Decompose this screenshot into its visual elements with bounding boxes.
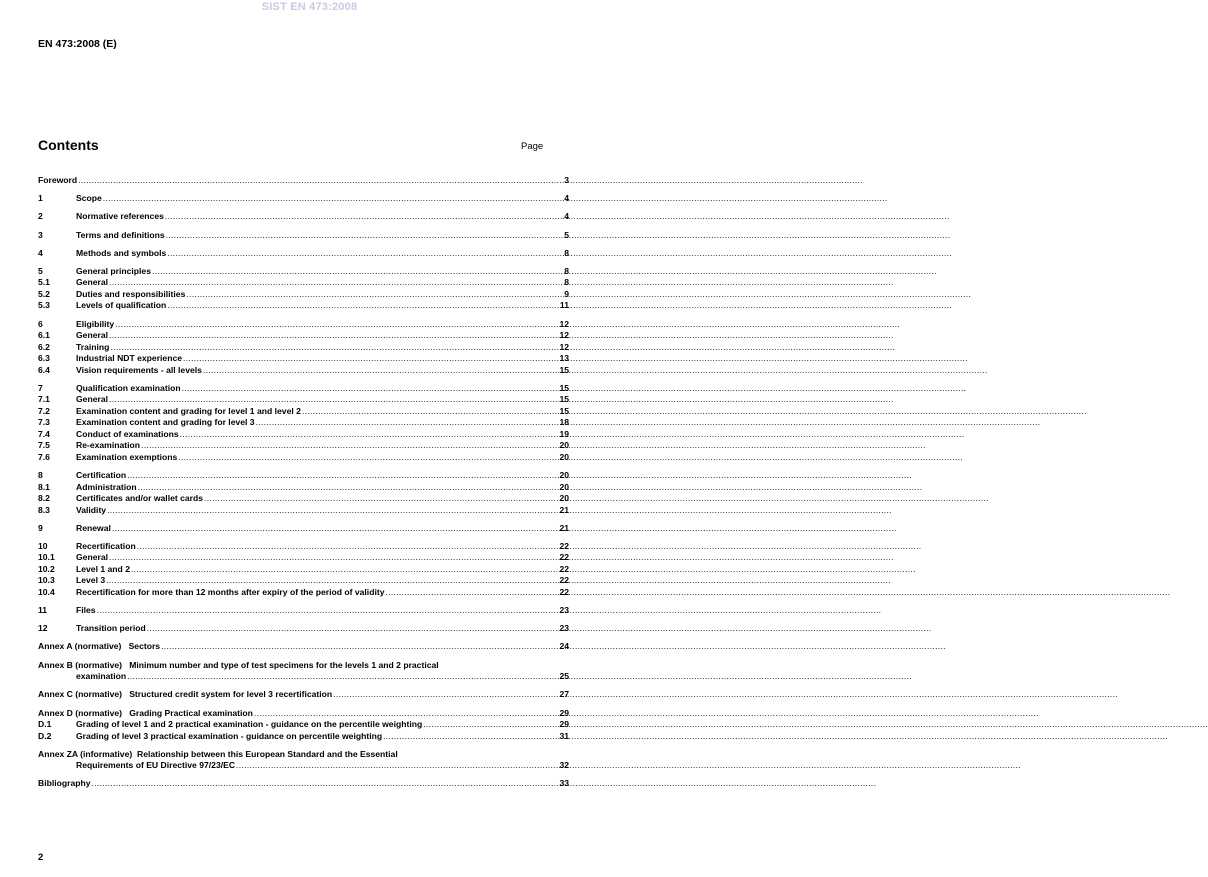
- dot-leader: [256, 417, 559, 429]
- toc-entry-number: 7.2: [38, 405, 50, 416]
- toc-entry-title: Examination content and grading for level 1 and level 2: [76, 405, 301, 416]
- dot-leader: [178, 452, 558, 464]
- toc-entry-title: Annex C (normative) Structured credit system for level 3 recertification: [38, 689, 333, 700]
- dot-leader: [147, 623, 559, 635]
- toc-entry-page: 21: [559, 522, 569, 533]
- toc-entry-title: Certification: [76, 470, 127, 480]
- toc-entry-page: 15: [559, 364, 569, 375]
- toc-entry[interactable]: [38, 505, 569, 517]
- dot-leader: [383, 731, 558, 743]
- toc-entry-page: 20: [559, 440, 569, 451]
- toc-entry-page: 8: [564, 265, 569, 276]
- toc-entry-page: 22: [559, 540, 569, 551]
- dot-leader: [180, 429, 559, 441]
- dot-leader: [183, 353, 558, 365]
- toc-entry[interactable]: [38, 175, 569, 187]
- toc-entry-title: Industrial NDT experience: [76, 353, 183, 364]
- toc-entry[interactable]: [38, 342, 569, 354]
- toc-entry-number: 9: [38, 522, 43, 533]
- toc-entry-title: Duties and responsibilities: [76, 288, 186, 299]
- toc-entry-number: 5: [38, 265, 43, 276]
- toc-entry-title: Administration: [76, 481, 137, 492]
- toc-entry-number: 7.1: [38, 394, 50, 405]
- dot-leader: [333, 689, 558, 701]
- toc-entry-annex-za-continued[interactable]: [38, 760, 569, 772]
- toc-entry-number: 10.1: [38, 552, 55, 563]
- toc-entry-annex-a[interactable]: [38, 641, 569, 653]
- toc-entry[interactable]: [38, 266, 569, 278]
- page-number: 2: [38, 852, 44, 863]
- toc-entry-title: Conduct of examinations: [76, 428, 179, 439]
- toc-clause-list: [38, 175, 569, 635]
- toc-entry-title: Scope: [76, 193, 102, 204]
- toc-entry-number: 8.2: [38, 493, 50, 503]
- toc-entry-page: 33: [559, 778, 569, 789]
- toc-entry-title: Examination exemptions: [76, 451, 178, 462]
- toc-entry-number: 8.3: [38, 504, 50, 515]
- toc-entry-title: Annex A (normative) Sectors: [38, 641, 161, 652]
- toc-entry-page: 5: [564, 229, 569, 240]
- toc-entry-d2[interactable]: [38, 731, 569, 743]
- toc-entry-annex-c[interactable]: [38, 689, 569, 701]
- toc-entry-annex-d[interactable]: [38, 708, 569, 720]
- dot-leader: [138, 482, 559, 494]
- dot-leader: [97, 605, 559, 617]
- toc-entry[interactable]: [38, 429, 569, 441]
- dot-leader: [182, 383, 559, 395]
- toc-entry[interactable]: [38, 552, 569, 564]
- toc-entry-title: Grading of level 3 practical examination - guidance on percentile weighting: [76, 730, 383, 741]
- dot-leader: [302, 406, 559, 418]
- toc-entry-title-continued: examination: [76, 671, 127, 682]
- toc-entry-title: Grading of level 1 and 2 practical examination - guidance on the percentile weighting: [76, 719, 423, 729]
- toc-entry-number: 6.3: [38, 353, 50, 364]
- toc-entry-title: General principles: [76, 265, 151, 276]
- toc-entry-page: 31: [559, 730, 569, 741]
- toc-entry-title: Files: [76, 605, 96, 616]
- dot-leader: [109, 277, 563, 289]
- dot-leader: [131, 564, 558, 576]
- dot-leader: [127, 470, 558, 482]
- dot-leader: [254, 708, 559, 720]
- toc-entry[interactable]: [38, 319, 569, 331]
- toc-entry-title: Foreword: [38, 175, 78, 185]
- toc-entry[interactable]: [38, 289, 569, 301]
- toc-entry-page: 22: [559, 575, 569, 586]
- toc-entry-number: 6: [38, 318, 43, 329]
- dot-leader: [186, 289, 563, 301]
- dot-leader: [423, 719, 558, 731]
- toc-entry-page: 12: [559, 318, 569, 329]
- toc-entry-number: 8: [38, 470, 43, 480]
- dot-leader: [109, 394, 558, 406]
- toc-entry-title: Annex D (normative) Grading Practical examination: [38, 707, 253, 718]
- dot-leader: [385, 587, 558, 599]
- toc-entry-number: 1: [38, 193, 43, 204]
- toc-entry-number: 5.1: [38, 277, 50, 288]
- toc-entry-page: 4: [564, 211, 569, 222]
- dot-leader: [165, 211, 563, 223]
- toc-entry-title: Training: [76, 341, 110, 352]
- toc-entry-page: 8: [564, 247, 569, 258]
- toc-entry-page: 29: [559, 719, 569, 729]
- toc-entry-title: Vision requirements - all levels: [76, 364, 202, 375]
- toc-entry-number: 3: [38, 229, 43, 240]
- toc-entry-title: Annex ZA (informative) Relationship between this European Standard and the Essential: [38, 748, 398, 759]
- dot-leader: [152, 266, 563, 278]
- toc-entry-page: 9: [564, 288, 569, 299]
- toc-entry-number: 10.2: [38, 563, 55, 574]
- toc-entry-title: General: [76, 330, 109, 341]
- toc-entry-title: Validity: [76, 504, 107, 515]
- watermark: SIST EN 473:2008: [261, 1, 358, 13]
- toc-entry-title: Recertification: [76, 540, 136, 551]
- dot-leader: [137, 541, 559, 553]
- toc-entry-number: 2: [38, 211, 43, 222]
- dot-leader: [112, 523, 559, 535]
- toc-entry-title: Renewal: [76, 522, 111, 533]
- toc-entry-page: 22: [559, 586, 569, 597]
- dot-leader: [115, 319, 558, 331]
- toc-entry-page: 24: [559, 641, 569, 652]
- dot-leader: [167, 300, 559, 312]
- toc-entry-number: 6.1: [38, 330, 50, 341]
- toc-entry-number: 7.4: [38, 428, 50, 439]
- toc-entry[interactable]: [38, 248, 569, 260]
- toc-entry-number: 6.4: [38, 364, 50, 375]
- toc-entry-title: Normative references: [76, 211, 164, 222]
- page-column-label: Page: [521, 141, 544, 152]
- toc-entry[interactable]: [38, 230, 569, 242]
- toc-entry-title: Recertification for more than 12 months after expiry of the period of validity: [76, 586, 385, 597]
- dot-leader: [166, 230, 564, 242]
- toc-entry[interactable]: [38, 406, 569, 418]
- toc-entry-number: 5.3: [38, 300, 50, 311]
- toc-entry-annex-b-continued[interactable]: [38, 671, 569, 683]
- dot-leader: [109, 330, 558, 342]
- toc-entry[interactable]: [38, 211, 569, 223]
- toc-entry[interactable]: [38, 330, 569, 342]
- dot-leader: [109, 552, 558, 564]
- toc-entry-number: 11: [38, 605, 48, 616]
- dot-leader: [103, 193, 563, 205]
- toc-entry-title: Level 3: [76, 575, 106, 586]
- toc-entry[interactable]: [38, 353, 569, 365]
- toc-entry[interactable]: [38, 394, 569, 406]
- toc-entry[interactable]: [38, 605, 569, 617]
- toc-entry-title: Examination content and grading for level 3: [76, 417, 255, 428]
- toc-entry-title: General: [76, 394, 109, 405]
- toc-entry-title: Methods and symbols: [76, 247, 167, 258]
- toc-entry[interactable]: [38, 482, 569, 494]
- toc-entry-title: Certificates and/or wallet cards: [76, 493, 204, 503]
- document-reference: EN 473:2008 (E): [38, 38, 117, 50]
- toc-entry[interactable]: [38, 277, 569, 289]
- toc-entry[interactable]: [38, 300, 569, 312]
- dot-leader: [127, 671, 558, 683]
- toc-entry-title: Eligibility: [76, 318, 115, 329]
- toc-entry-number: 7.3: [38, 417, 50, 428]
- toc-entry-title: Level 1 and 2: [76, 563, 130, 574]
- toc-entry-number: 7.6: [38, 451, 50, 462]
- toc-entry-number: 6.2: [38, 341, 50, 352]
- toc-entry-page: 32: [559, 760, 569, 771]
- toc-entry[interactable]: [38, 541, 569, 553]
- toc-entry-title: Re-examination: [76, 440, 140, 451]
- toc-entry[interactable]: [38, 193, 569, 205]
- dot-leader: [167, 248, 563, 260]
- toc-entry[interactable]: [38, 623, 569, 635]
- toc-entry-title: General: [76, 277, 109, 288]
- dot-leader: [110, 342, 558, 354]
- toc-entry-bibliography[interactable]: [38, 778, 569, 790]
- toc-entry-page: 21: [559, 504, 569, 515]
- toc-entry[interactable]: [38, 523, 569, 535]
- toc-entry-number: 7: [38, 382, 43, 393]
- dot-leader: [161, 641, 558, 653]
- toc-entry[interactable]: [38, 440, 569, 452]
- toc-entry[interactable]: [38, 365, 569, 377]
- toc-entry-title: Levels of qualification: [76, 300, 167, 311]
- toc-entry[interactable]: [38, 564, 569, 576]
- dot-leader: [204, 493, 558, 505]
- toc-entry-page: 11: [559, 300, 569, 311]
- toc-entry-page: 4: [564, 193, 569, 204]
- toc-entry-page: 12: [559, 330, 569, 341]
- toc-entry-page: 20: [559, 470, 569, 480]
- toc-entry-number: 5.2: [38, 288, 50, 299]
- toc-entry-page: 20: [559, 481, 569, 492]
- toc-entry-number: 12: [38, 623, 48, 634]
- dot-leader: [78, 175, 563, 187]
- toc-entry[interactable]: [38, 452, 569, 464]
- dot-leader: [141, 440, 558, 452]
- toc-entry-page: 18: [559, 417, 569, 428]
- toc-entry-page: 15: [559, 382, 569, 393]
- toc-entry[interactable]: [38, 417, 569, 429]
- toc-entry-d1[interactable]: [38, 719, 569, 731]
- toc-entry-number: 10: [38, 540, 48, 551]
- toc-entry-page: 20: [559, 451, 569, 462]
- toc-entry-number: 7.5: [38, 440, 50, 451]
- toc-entry-title: Bibliography: [38, 778, 91, 789]
- dot-leader: [107, 505, 558, 517]
- toc-entry-page: 12: [559, 341, 569, 352]
- toc-entry[interactable]: [38, 470, 569, 482]
- toc-entry-page: 20: [559, 493, 569, 503]
- dot-leader: [236, 760, 558, 772]
- toc-entry-title-continued: Requirements of EU Directive 97/23/EC: [76, 760, 236, 771]
- toc-entry-page: 23: [559, 605, 569, 616]
- toc-entry[interactable]: [38, 383, 569, 395]
- toc-entry-page: 22: [559, 552, 569, 563]
- toc-entry-number: 10.4: [38, 586, 55, 597]
- toc-entry[interactable]: [38, 575, 569, 587]
- toc-entry-page: 13: [559, 353, 569, 364]
- toc-entry-page: 15: [559, 405, 569, 416]
- dot-leader: [203, 365, 559, 377]
- toc-entry-annex-b[interactable]: [38, 660, 569, 672]
- toc-entry-page: 19: [559, 428, 569, 439]
- toc-entry-title: General: [76, 552, 109, 563]
- toc-entry-title: Terms and definitions: [76, 229, 165, 240]
- toc-entry-title: Annex B (normative) Minimum number and type of test specimens for the levels 1 and 2 practical: [38, 659, 439, 670]
- toc-entry-page: 25: [559, 671, 569, 682]
- toc-entry-page: 22: [559, 563, 569, 574]
- table-of-contents: [38, 175, 569, 790]
- toc-entry-page: 27: [559, 689, 569, 700]
- toc-entry-number: 10.3: [38, 575, 55, 586]
- toc-entry-number: D.1: [38, 719, 52, 729]
- toc-entry-number: 8.1: [38, 481, 50, 492]
- toc-entry-title: Transition period: [76, 623, 146, 634]
- dot-leader: [92, 778, 559, 790]
- toc-entry-page: 23: [559, 623, 569, 634]
- toc-entry[interactable]: [38, 587, 569, 599]
- toc-entry-page: 15: [559, 394, 569, 405]
- dot-leader: [106, 575, 558, 587]
- toc-entry[interactable]: [38, 493, 569, 505]
- contents-heading: Contents: [38, 137, 99, 153]
- toc-entry-annex-za[interactable]: [38, 749, 569, 761]
- toc-entry-number: D.2: [38, 730, 52, 741]
- toc-entry-title: Qualification examination: [76, 382, 181, 393]
- toc-entry-page: 29: [559, 707, 569, 718]
- toc-entry-page: 8: [564, 277, 569, 288]
- toc-entry-page: 3: [564, 175, 569, 185]
- toc-entry-number: 4: [38, 247, 43, 258]
